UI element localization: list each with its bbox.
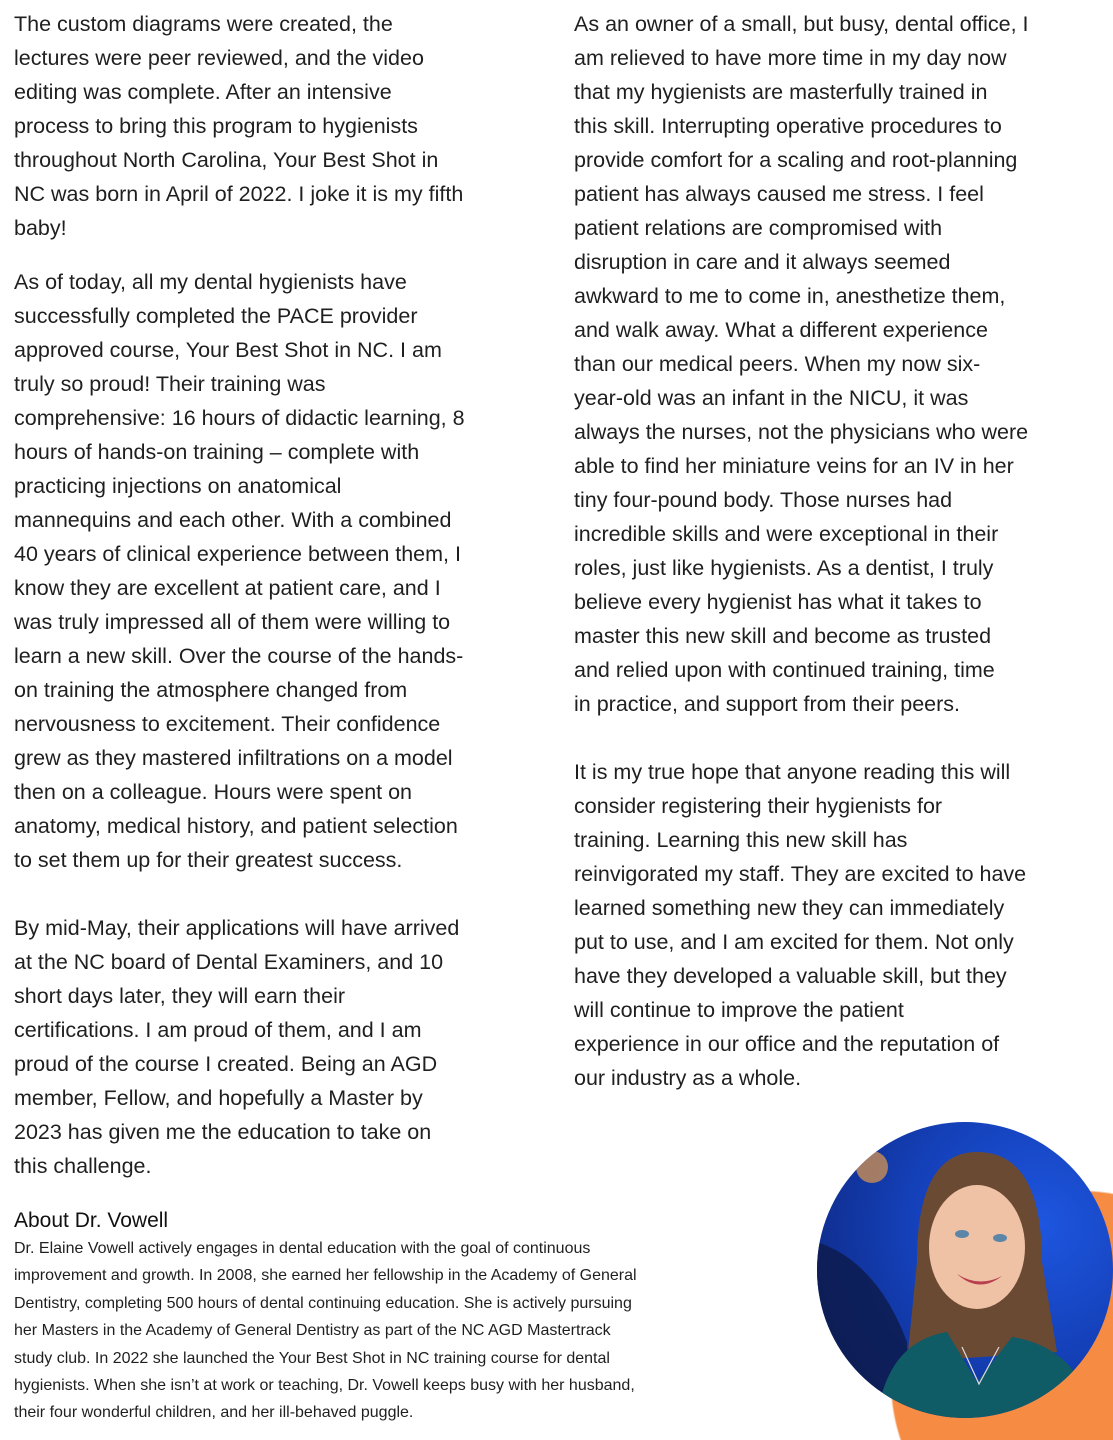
text-line: and walk away. What a different experience xyxy=(574,318,988,342)
text-line: than our medical peers. When my now six- xyxy=(574,352,981,376)
text-line: As an owner of a small, but busy, dental office, I xyxy=(574,12,1029,36)
text-line: master this new skill and become as trusted xyxy=(574,624,992,648)
text-line: to set them up for their greatest success. xyxy=(14,848,403,872)
text-line: and relied upon with continued training, time xyxy=(574,658,995,682)
text-line: tiny four-pound body. Those nurses had xyxy=(574,488,953,512)
paragraph xyxy=(574,755,1104,1095)
text-line: mannequins and each other. With a combined xyxy=(14,508,452,532)
text-line: experience in our office and the reputation of xyxy=(574,1032,1000,1056)
text-line: hours of hands-on training – complete with xyxy=(14,440,420,464)
text-line: It is my true hope that anyone reading this will xyxy=(574,760,1011,784)
text-line: training. Learning this new skill has xyxy=(574,828,908,852)
text-line: grew as they mastered infiltrations on a model xyxy=(14,746,453,770)
text-line: our industry as a whole. xyxy=(574,1066,802,1090)
text-line: successfully completed the PACE provider xyxy=(14,304,418,328)
text-line: disruption in care and it always seemed xyxy=(574,250,951,274)
text-line: provide comfort for a scaling and root-planning xyxy=(574,148,1018,172)
text-line: improvement and growth. In 2008, she earned her fellowship in the Academy of General xyxy=(14,1267,637,1285)
text-line: 40 years of clinical experience between them, I xyxy=(14,542,461,566)
text-line: on training the atmosphere changed from xyxy=(14,678,408,702)
text-line: this challenge. xyxy=(14,1154,152,1178)
text-line: truly so proud! Their training was xyxy=(14,372,326,396)
text-line: study club. In 2022 she launched the Your Best Shot in NC training course for dental xyxy=(14,1349,610,1367)
paragraph xyxy=(14,7,544,245)
paragraph xyxy=(574,7,1104,721)
text-line: that my hygienists are masterfully trained in xyxy=(574,80,988,104)
text-line: then on a colleague. Hours were spent on xyxy=(14,780,413,804)
text-line: at the NC board of Dental Examiners, and 10 xyxy=(14,950,444,974)
text-line: consider registering their hygienists for xyxy=(574,794,943,818)
paragraph xyxy=(14,265,544,877)
text-line: throughout North Carolina, Your Best Shot in xyxy=(14,148,439,172)
text-line: lectures were peer reviewed, and the video xyxy=(14,46,424,70)
text-line: editing was complete. After an intensive xyxy=(14,80,392,104)
text-line: By mid-May, their applications will have arrived xyxy=(14,916,460,940)
text-line: comprehensive: 16 hours of didactic learning, 8 xyxy=(14,406,465,430)
text-line: patient has always caused me stress. I feel xyxy=(574,182,984,206)
text-line: hygienists. When she isn’t at work or teaching, Dr. Vowell keeps busy with her husband, xyxy=(14,1376,635,1394)
text-line: year-old was an infant in the NICU, it was xyxy=(574,386,969,410)
right-column xyxy=(574,7,1104,1095)
text-line: The custom diagrams were created, the xyxy=(14,12,393,36)
text-line: learn a new skill. Over the course of the hands- xyxy=(14,644,464,668)
paragraph xyxy=(14,911,544,1183)
left-column xyxy=(14,7,544,1183)
about-bio xyxy=(14,1235,804,1427)
text-line: have they developed a valuable skill, but they xyxy=(574,964,1007,988)
text-line: nervousness to excitement. Their confidence xyxy=(14,712,441,736)
text-line: Dentistry, completing 500 hours of dental continuing education. She is actively pursuing xyxy=(14,1294,632,1312)
text-line: was truly impressed all of them were willing to xyxy=(14,610,451,634)
text-line: will continue to improve the patient xyxy=(574,998,904,1022)
text-line: reinvigorated my staff. They are excited to have xyxy=(574,862,1027,886)
text-line: patient relations are compromised with xyxy=(574,216,943,240)
text-line: anatomy, medical history, and patient selection xyxy=(14,814,458,838)
text-line: awkward to me to come in, anesthetize them, xyxy=(574,284,1006,308)
text-line: in practice, and support from their peers. xyxy=(574,692,960,716)
text-line: practicing injections on anatomical xyxy=(14,474,342,498)
text-line: am relieved to have more time in my day now xyxy=(574,46,1007,70)
text-line: learned something new they can immediately xyxy=(574,896,1005,920)
text-line: believe every hygienist has what it takes to xyxy=(574,590,982,614)
text-line: member, Fellow, and hopefully a Master by xyxy=(14,1086,423,1110)
text-line: her Masters in the Academy of General Dentistry as part of the NC AGD Mastertrack xyxy=(14,1322,611,1340)
text-line: able to find her miniature veins for an IV in her xyxy=(574,454,1014,478)
portrait-illustration xyxy=(817,1122,1113,1418)
text-line: short days later, they will earn their xyxy=(14,984,346,1008)
text-line: their four wonderful children, and her ill-behaved puggle. xyxy=(14,1404,414,1422)
text-line: 2023 has given me the education to take on xyxy=(14,1120,432,1144)
text-line: NC was born in April of 2022. I joke it is my fifth xyxy=(14,182,464,206)
text-line: Dr. Elaine Vowell actively engages in dental education with the goal of continuous xyxy=(14,1240,591,1257)
text-line: certifications. I am proud of them, and I am xyxy=(14,1018,422,1042)
author-photo xyxy=(817,1122,1113,1418)
text-line: proud of the course I created. Being an AGD xyxy=(14,1052,438,1076)
text-line: baby! xyxy=(14,216,67,240)
text-line: put to use, and I am excited for them. Not only xyxy=(574,930,1014,954)
text-line: roles, just like hygienists. As a dentist, I truly xyxy=(574,556,994,580)
text-line: approved course, Your Best Shot in NC. I am xyxy=(14,338,442,362)
text-line: know they are excellent at patient care, and I xyxy=(14,576,441,600)
about-heading: About Dr. Vowell xyxy=(14,1209,169,1232)
about-section xyxy=(14,1207,804,1427)
text-line: always the nurses, not the physicians who were xyxy=(574,420,1029,444)
text-line: incredible skills and were exceptional in their xyxy=(574,522,999,546)
text-line: this skill. Interrupting operative procedures to xyxy=(574,114,1002,138)
text-line: As of today, all my dental hygienists have xyxy=(14,270,407,294)
text-line: process to bring this program to hygienists xyxy=(14,114,418,138)
